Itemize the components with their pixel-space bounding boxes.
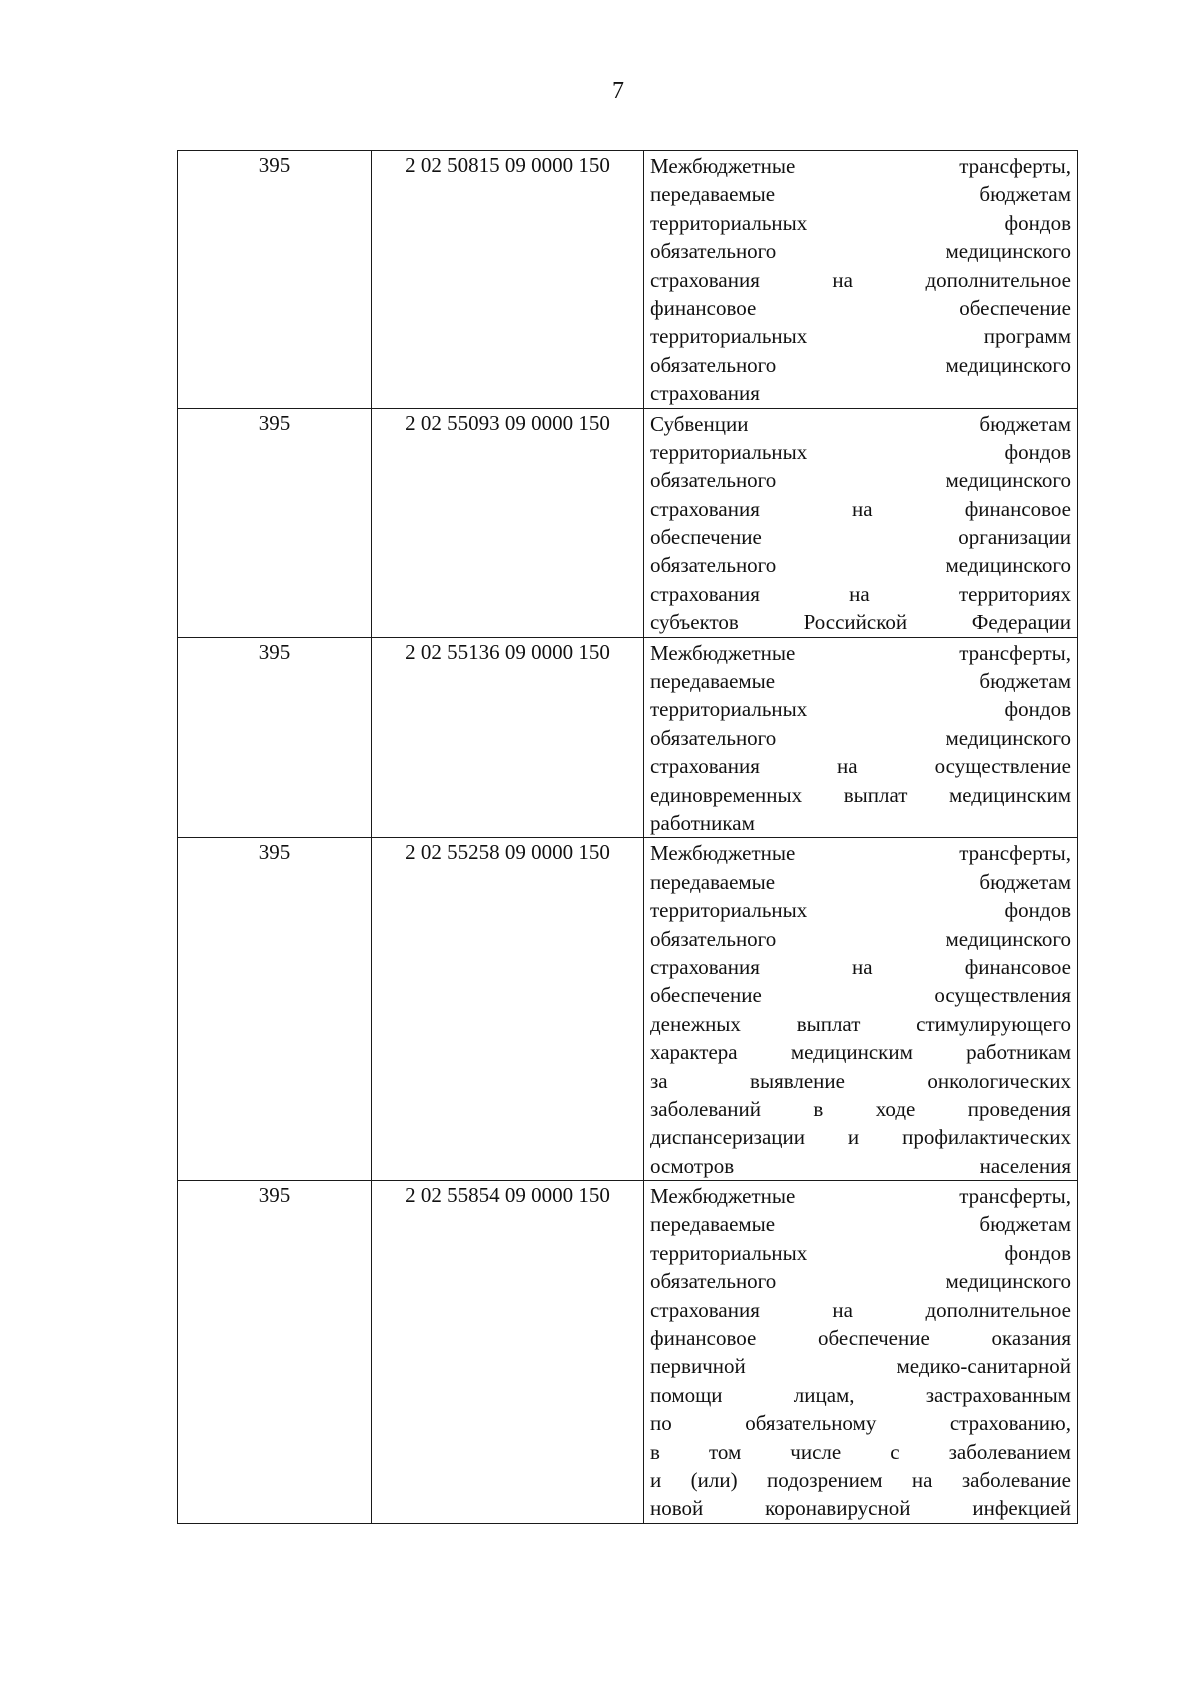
revenue-name-word: медицинского bbox=[945, 926, 1071, 951]
budget-code-cell: 2 02 55258 09 0000 150 bbox=[372, 838, 644, 1181]
revenue-name-word: обязательного bbox=[650, 468, 777, 493]
revenue-name-word: бюджетам bbox=[979, 182, 1071, 207]
revenue-name-line bbox=[650, 1296, 1071, 1324]
revenue-name-word: в bbox=[813, 1096, 824, 1121]
revenue-name-word: застрахованным bbox=[925, 1382, 1071, 1407]
revenue-name-word: бюджетам bbox=[979, 869, 1071, 894]
revenue-name-word: обеспечение bbox=[818, 1326, 930, 1351]
revenue-name-word: финансовое bbox=[650, 295, 757, 320]
revenue-name-word: проведения bbox=[967, 1096, 1071, 1121]
revenue-name-word: заболевание bbox=[961, 1467, 1071, 1492]
revenue-name-word: фондов bbox=[1004, 898, 1071, 923]
revenue-name-word: инфекцией bbox=[972, 1496, 1071, 1521]
revenue-name-word: финансовое bbox=[964, 496, 1071, 521]
admin-code-cell: 395 bbox=[178, 838, 372, 1181]
revenue-name-word: населения bbox=[979, 1153, 1071, 1178]
revenue-name-line bbox=[650, 1152, 1071, 1180]
revenue-name-line bbox=[650, 896, 1071, 924]
revenue-name-word: в bbox=[650, 1439, 660, 1464]
revenue-name-word: трансферты, bbox=[959, 640, 1071, 665]
revenue-name-word: страхования bbox=[650, 581, 760, 606]
revenue-name-word: дополнительное bbox=[925, 1297, 1071, 1322]
revenue-name-word: Федерации bbox=[971, 610, 1071, 635]
revenue-name-word: бюджетам bbox=[979, 1212, 1071, 1237]
revenue-name-line bbox=[650, 1182, 1071, 1210]
revenue-name-word: новой bbox=[650, 1496, 704, 1521]
admin-code-cell: 395 bbox=[178, 1181, 372, 1524]
revenue-name-line bbox=[650, 523, 1071, 551]
revenue-name-word: обязательного bbox=[650, 553, 777, 578]
revenue-name-word: фондов bbox=[1004, 210, 1071, 235]
revenue-name-line bbox=[650, 1466, 1071, 1494]
revenue-name-word: Межбюджетные bbox=[650, 841, 796, 866]
revenue-name-word: осуществления bbox=[934, 983, 1071, 1008]
revenue-name-word: обязательного bbox=[650, 239, 777, 264]
budget-code-cell: 2 02 55854 09 0000 150 bbox=[372, 1181, 644, 1524]
revenue-name-word: медицинским bbox=[948, 782, 1071, 807]
revenue-name-line bbox=[650, 351, 1071, 379]
revenue-name-line bbox=[650, 1095, 1071, 1123]
revenue-name-word: выплат bbox=[796, 1011, 861, 1036]
budget-code-cell: 2 02 55136 09 0000 150 bbox=[372, 637, 644, 838]
revenue-name-line bbox=[650, 981, 1071, 1009]
revenue-name-word: коронавирусной bbox=[765, 1496, 911, 1521]
revenue-name-word: профилактических bbox=[902, 1125, 1071, 1150]
table-row bbox=[178, 151, 1078, 409]
revenue-name-line bbox=[650, 1210, 1071, 1238]
revenue-name-word: медико-санитарной bbox=[896, 1354, 1071, 1379]
revenue-name-word: передаваемые bbox=[650, 1212, 776, 1237]
revenue-name-word: территориальных bbox=[650, 210, 808, 235]
page-number: 7 bbox=[612, 78, 624, 104]
revenue-name-word: фондов bbox=[1004, 697, 1071, 722]
revenue-name-word: оказания bbox=[991, 1326, 1071, 1351]
revenue-name-word: медицинского bbox=[945, 239, 1071, 264]
revenue-name-line bbox=[650, 237, 1071, 265]
revenue-name-word: выплат bbox=[843, 782, 908, 807]
revenue-name-line bbox=[650, 1239, 1071, 1267]
revenue-name-line bbox=[650, 752, 1071, 780]
revenue-name-line bbox=[650, 639, 1071, 667]
revenue-name-cell bbox=[644, 151, 1078, 409]
revenue-name-line bbox=[650, 1381, 1071, 1409]
revenue-name-line bbox=[650, 1267, 1071, 1295]
revenue-name-word: стимулирующего bbox=[916, 1011, 1071, 1036]
revenue-name-line bbox=[650, 868, 1071, 896]
revenue-name-word: выявление bbox=[750, 1068, 845, 1093]
revenue-name-word: субъектов bbox=[650, 610, 739, 635]
revenue-name-word: территориальных bbox=[650, 1240, 808, 1265]
revenue-name-word: страхования bbox=[650, 496, 760, 521]
revenue-name-word: трансферты, bbox=[959, 154, 1071, 178]
revenue-name-word: страхованию, bbox=[949, 1411, 1071, 1436]
revenue-name-cell bbox=[644, 637, 1078, 838]
revenue-name-word: по bbox=[650, 1411, 672, 1436]
revenue-name-word: медицинского bbox=[945, 725, 1071, 750]
revenue-name-line bbox=[650, 379, 1071, 407]
revenue-name-line bbox=[650, 266, 1071, 294]
revenue-name-word: помощи bbox=[650, 1382, 723, 1407]
revenue-name-word: обязательного bbox=[650, 725, 777, 750]
revenue-name-word: передаваемые bbox=[650, 869, 776, 894]
revenue-name-word: фондов bbox=[1004, 439, 1071, 464]
revenue-name-line bbox=[650, 551, 1071, 579]
revenue-name-line bbox=[650, 608, 1071, 636]
revenue-name-word: обязательного bbox=[650, 926, 777, 951]
revenue-name-line bbox=[650, 410, 1071, 438]
revenue-name-word: Российской bbox=[803, 610, 908, 635]
revenue-name-word: дополнительное bbox=[925, 267, 1071, 292]
budget-code-cell: 2 02 50815 09 0000 150 bbox=[372, 151, 644, 409]
revenue-name-line bbox=[650, 152, 1071, 180]
revenue-name-line bbox=[650, 495, 1071, 523]
revenue-name-word: обеспечение bbox=[650, 525, 762, 550]
revenue-name-word: территориальных bbox=[650, 697, 808, 722]
revenue-name-word: работникам bbox=[966, 1040, 1071, 1065]
revenue-name-word: программ bbox=[983, 324, 1071, 349]
revenue-name-word: на bbox=[832, 1297, 853, 1322]
revenue-name-word: ходе bbox=[875, 1096, 916, 1121]
revenue-name-line bbox=[650, 1409, 1071, 1437]
revenue-name-line bbox=[650, 667, 1071, 695]
revenue-name-word: страхования bbox=[650, 381, 760, 406]
revenue-name-line bbox=[650, 953, 1071, 981]
revenue-name-word: единовременных bbox=[650, 782, 803, 807]
revenue-name-word: организации bbox=[958, 525, 1071, 550]
revenue-name-word: на bbox=[832, 267, 853, 292]
revenue-name-word: на bbox=[849, 581, 870, 606]
revenue-name-word: и bbox=[650, 1467, 662, 1492]
revenue-name-line bbox=[650, 1010, 1071, 1038]
revenue-name-cell bbox=[644, 838, 1078, 1181]
revenue-name-line bbox=[650, 580, 1071, 608]
revenue-name-word: заболеваний bbox=[650, 1096, 761, 1121]
revenue-name-word: и bbox=[847, 1125, 860, 1150]
revenue-name-line bbox=[650, 1324, 1071, 1352]
revenue-name-word: на bbox=[852, 496, 873, 521]
revenue-name-word: медицинского bbox=[945, 553, 1071, 578]
revenue-name-line bbox=[650, 809, 1071, 837]
revenue-name-word: денежных bbox=[650, 1011, 741, 1036]
revenue-name-word: онкологических bbox=[927, 1068, 1071, 1093]
revenue-name-word: обязательного bbox=[650, 352, 777, 377]
revenue-name-word: территориальных bbox=[650, 898, 808, 923]
revenue-name-word: на bbox=[836, 754, 858, 779]
revenue-name-cell bbox=[644, 1181, 1078, 1524]
revenue-name-line bbox=[650, 695, 1071, 723]
admin-code-cell: 395 bbox=[178, 408, 372, 637]
revenue-name-word: бюджетам bbox=[979, 669, 1071, 694]
revenue-name-word: за bbox=[650, 1068, 668, 1093]
revenue-name-line bbox=[650, 438, 1071, 466]
revenue-name-word: (или) bbox=[690, 1467, 738, 1492]
revenue-name-word: трансферты, bbox=[959, 841, 1071, 866]
revenue-name-word: Межбюджетные bbox=[650, 154, 796, 178]
revenue-name-line bbox=[650, 294, 1071, 322]
revenue-name-line bbox=[650, 839, 1071, 867]
revenue-name-word: медицинским bbox=[790, 1040, 913, 1065]
revenue-name-word: бюджетам bbox=[979, 411, 1071, 436]
revenue-name-word: обязательного bbox=[650, 1269, 777, 1294]
revenue-name-word: передаваемые bbox=[650, 669, 776, 694]
revenue-name-word: трансферты, bbox=[959, 1184, 1071, 1209]
revenue-name-line bbox=[650, 180, 1071, 208]
revenue-name-word: обеспечение bbox=[650, 983, 762, 1008]
revenue-name-word: медицинского bbox=[945, 468, 1071, 493]
revenue-name-line bbox=[650, 1494, 1071, 1522]
budget-classification-table bbox=[177, 150, 1078, 1524]
revenue-name-word: территориальных bbox=[650, 324, 808, 349]
revenue-name-word: Межбюджетные bbox=[650, 1184, 796, 1209]
revenue-name-word: территориальных bbox=[650, 439, 808, 464]
table-row bbox=[178, 1181, 1078, 1524]
revenue-name-word: страхования bbox=[650, 954, 760, 979]
revenue-name-word: Субвенции bbox=[650, 411, 749, 436]
revenue-name-line bbox=[650, 1438, 1071, 1466]
revenue-name-word: обязательному bbox=[745, 1411, 877, 1436]
revenue-name-word: страхования bbox=[650, 1297, 760, 1322]
revenue-name-line bbox=[650, 781, 1071, 809]
revenue-name-word: на bbox=[911, 1467, 933, 1492]
revenue-name-word: территориях bbox=[958, 581, 1071, 606]
revenue-name-line bbox=[650, 925, 1071, 953]
admin-code-cell: 395 bbox=[178, 151, 372, 409]
revenue-name-word: лицам, bbox=[793, 1382, 855, 1407]
revenue-name-line bbox=[650, 1038, 1071, 1066]
revenue-name-word: первичной bbox=[650, 1354, 746, 1379]
revenue-name-word: передаваемые bbox=[650, 182, 776, 207]
revenue-name-word: фондов bbox=[1004, 1240, 1071, 1265]
admin-code-cell: 395 bbox=[178, 637, 372, 838]
revenue-name-cell bbox=[644, 408, 1078, 637]
revenue-name-word: осмотров bbox=[650, 1153, 735, 1178]
revenue-name-word: характера bbox=[650, 1040, 738, 1065]
revenue-name-line bbox=[650, 1123, 1071, 1151]
revenue-name-line bbox=[650, 209, 1071, 237]
table-row bbox=[178, 838, 1078, 1181]
revenue-name-word: на bbox=[852, 954, 873, 979]
revenue-name-word: Межбюджетные bbox=[650, 640, 796, 665]
revenue-name-word: диспансеризации bbox=[650, 1125, 806, 1150]
revenue-name-line bbox=[650, 724, 1071, 752]
budget-code-cell: 2 02 55093 09 0000 150 bbox=[372, 408, 644, 637]
revenue-name-word: работникам bbox=[650, 810, 755, 835]
revenue-name-word: числе bbox=[790, 1439, 842, 1464]
revenue-name-word: том bbox=[708, 1439, 742, 1464]
revenue-name-line bbox=[650, 322, 1071, 350]
revenue-name-word: подозрением bbox=[766, 1467, 883, 1492]
revenue-name-word: с bbox=[890, 1439, 900, 1464]
revenue-name-word: заболеванием bbox=[948, 1439, 1071, 1464]
revenue-name-word: медицинского bbox=[945, 1269, 1071, 1294]
table-row bbox=[178, 408, 1078, 637]
revenue-name-word: осуществление bbox=[934, 754, 1071, 779]
revenue-name-word: финансовое bbox=[650, 1326, 757, 1351]
revenue-name-line bbox=[650, 1067, 1071, 1095]
revenue-name-word: обеспечение bbox=[959, 295, 1071, 320]
revenue-name-word: финансовое bbox=[964, 954, 1071, 979]
revenue-name-word: страхования bbox=[650, 754, 760, 779]
revenue-name-line bbox=[650, 1352, 1071, 1380]
revenue-name-word: страхования bbox=[650, 267, 760, 292]
revenue-name-word: медицинского bbox=[945, 352, 1071, 377]
revenue-name-line bbox=[650, 466, 1071, 494]
table-row bbox=[178, 637, 1078, 838]
